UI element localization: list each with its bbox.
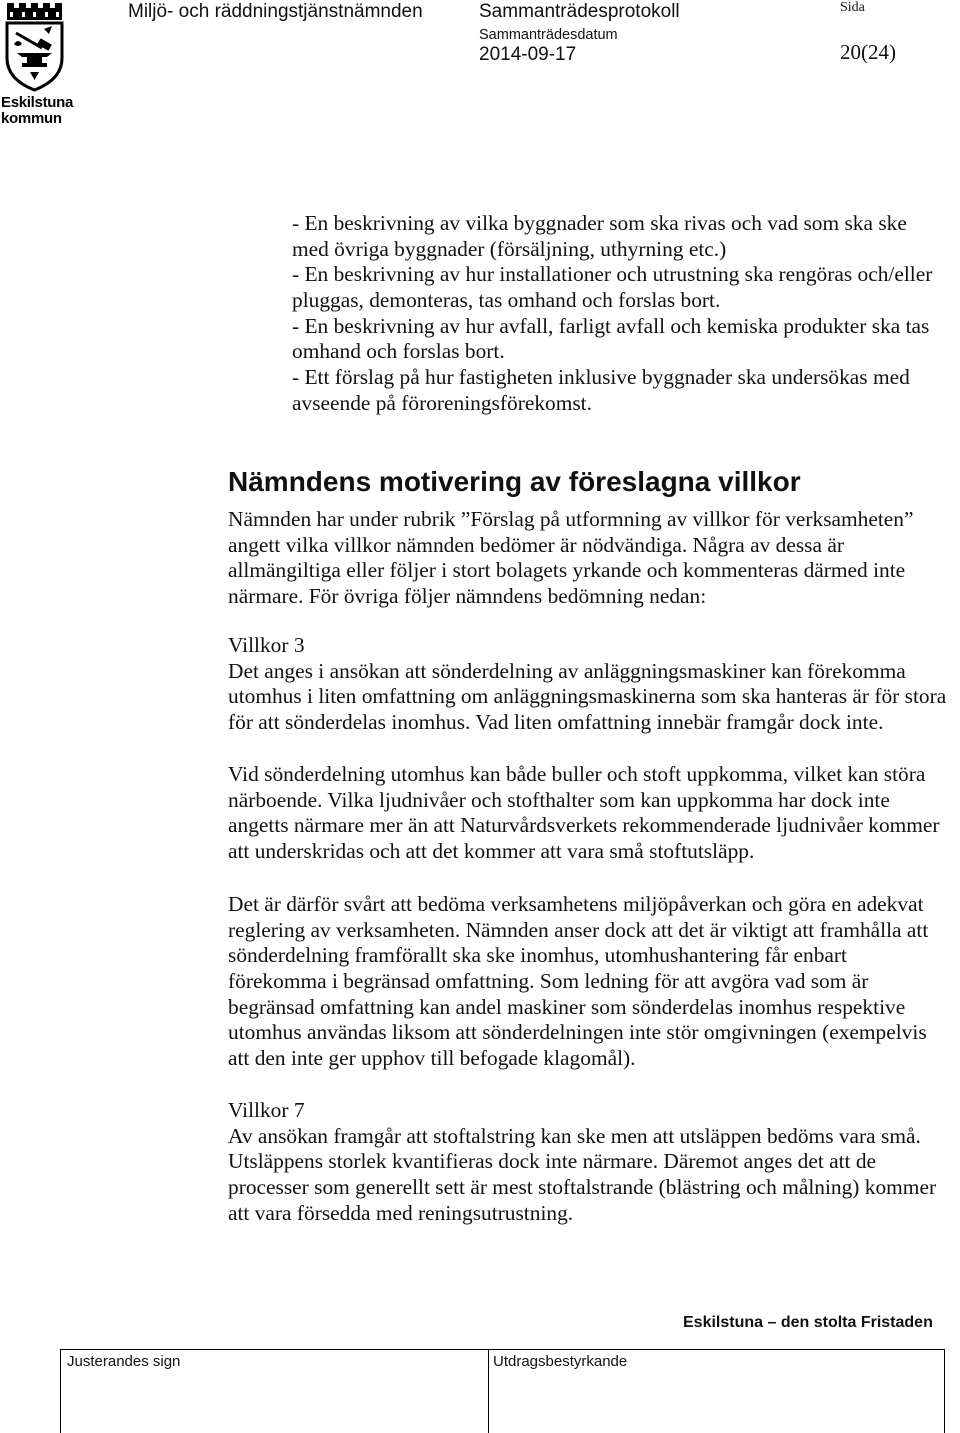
footer-slogan: Eskilstuna – den stolta Fristaden <box>683 1314 933 1331</box>
text-line: Av ansökan framgår att stoftalstring kan ske men att utsläppen bedöms vara små. <box>228 1123 921 1148</box>
subheading-villkor-7: Villkor 7 <box>228 1098 305 1122</box>
list-item-line: - En beskrivning av hur installationer och utrustning ska rengöras och/eller <box>292 262 933 287</box>
list-item-line: med övriga byggnader (försäljning, uthyrning etc.) <box>292 236 727 261</box>
footer-box-border <box>944 1349 945 1433</box>
villkor-3-paragraph-3 <box>228 892 928 1072</box>
text-line: Det är därför svårt att bedöma verksamhetens miljöpåverkan och göra en adekvat <box>228 892 924 916</box>
text-line: förekomma i begränsad omfattning. Som ledning för att avgöra vad som är <box>228 969 869 994</box>
text-line: begränsad omfattning kan andel maskiner som sönderdelas inomhus respektive <box>228 994 906 1019</box>
page-label: Sida <box>840 0 865 15</box>
date-label: Sammanträdesdatum <box>479 27 618 43</box>
text-line: utomhus i liten omfattning om anläggningsmaskinerna som ska hanteras är för stora <box>228 684 947 709</box>
list-item-line: omhand och forslas bort. <box>292 339 505 364</box>
text-line: att vara försedda med reningsutrustning. <box>228 1200 574 1225</box>
text-line: sönderdelning framförallt ska ske inomhus, utomhushantering får enbart <box>228 943 847 968</box>
text-line: att underskridas och att det kommer att vara små stoftutsläpp. <box>228 839 755 864</box>
text-line: Vid sönderdelning utomhus kan både buller och stoft uppkomma, vilket kan störa <box>228 762 926 786</box>
text-line: att den inte ger upphov till befogade klagomål). <box>228 1046 636 1071</box>
text-line: angett vilka villkor nämnden bedömer är nödvändiga. Några av dessa är <box>228 532 844 557</box>
list-item-line: - En beskrivning av hur avfall, farligt avfall och kemiska produkter ska tas <box>292 313 930 338</box>
subheading-villkor-3: Villkor 3 <box>228 633 305 657</box>
intro-paragraph <box>228 507 913 610</box>
footer-box-border <box>488 1349 489 1433</box>
committee-name: Miljö- och räddningstjänstnämnden <box>128 1 423 22</box>
villkor-3-section <box>228 633 946 736</box>
text-line: reglering av verksamheten. Nämnden anser dock att det är viktigt att framhålla att <box>228 917 929 942</box>
logo-text-name: Eskilstuna <box>1 94 74 111</box>
text-line: angetts närmare mer än att Naturvårdsverkets rekommenderade ljudnivåer kommer <box>228 813 940 838</box>
text-line: utomhus användas liksom att sönderdelningen inte stör omgivningen (exempelvis <box>228 1020 927 1045</box>
text-line: närmare. För övriga följer nämndens bedömning nedan: <box>228 584 707 609</box>
list-item-line: avseende på föroreningsförekomst. <box>292 390 592 415</box>
meeting-date: 2014-09-17 <box>479 44 577 65</box>
list-item-line: - En beskrivning av vilka byggnader som ska rivas och vad som ska ske <box>292 211 907 235</box>
text-line: processer som generellt sett är mest stoftalstrande (blästring och målning) kommer <box>228 1175 937 1200</box>
footer-divider <box>60 1349 944 1350</box>
text-line: för att sönderdelas inomhus. Vad liten omfattning innebär framgår dock inte. <box>228 710 884 735</box>
requirements-list <box>292 211 932 417</box>
text-line: Det anges i ansökan att sönderdelning av anläggningsmaskiner kan förekomma <box>228 658 906 683</box>
page-number: 20(24) <box>840 40 896 64</box>
villkor-3-paragraph-2 <box>228 762 940 865</box>
logo-text-kommun: kommun <box>1 110 62 127</box>
text-line: närboende. Vilka ljudnivåer och stofthalter som kan uppkomma har dock inte <box>228 787 890 812</box>
text-line: Utsläppens storlek kvantifieras dock inte närmare. Däremot anges det att de <box>228 1149 877 1174</box>
document-type: Sammanträdesprotokoll <box>479 1 680 22</box>
section-heading: Nämndens motivering av föreslagna villkor <box>228 466 801 497</box>
footer-box-border <box>60 1349 61 1433</box>
municipality-logo <box>0 0 78 130</box>
text-line: Nämnden har under rubrik ”Förslag på utformning av villkor för verksamheten” <box>228 507 914 531</box>
footer-sign-label: Justerandes sign <box>67 1353 181 1370</box>
text-line: allmängiltiga eller följer i stort bolagets yrkande och kommenteras därmed inte <box>228 558 906 583</box>
footer-extract-label: Utdragsbestyrkande <box>493 1353 628 1370</box>
villkor-7-section <box>228 1098 936 1226</box>
list-item-line: - Ett förslag på hur fastigheten inklusive byggnader ska undersökas med <box>292 365 910 390</box>
list-item-line: pluggas, demonteras, tas omhand och forslas bort. <box>292 288 721 313</box>
coat-of-arms-icon <box>0 0 70 92</box>
